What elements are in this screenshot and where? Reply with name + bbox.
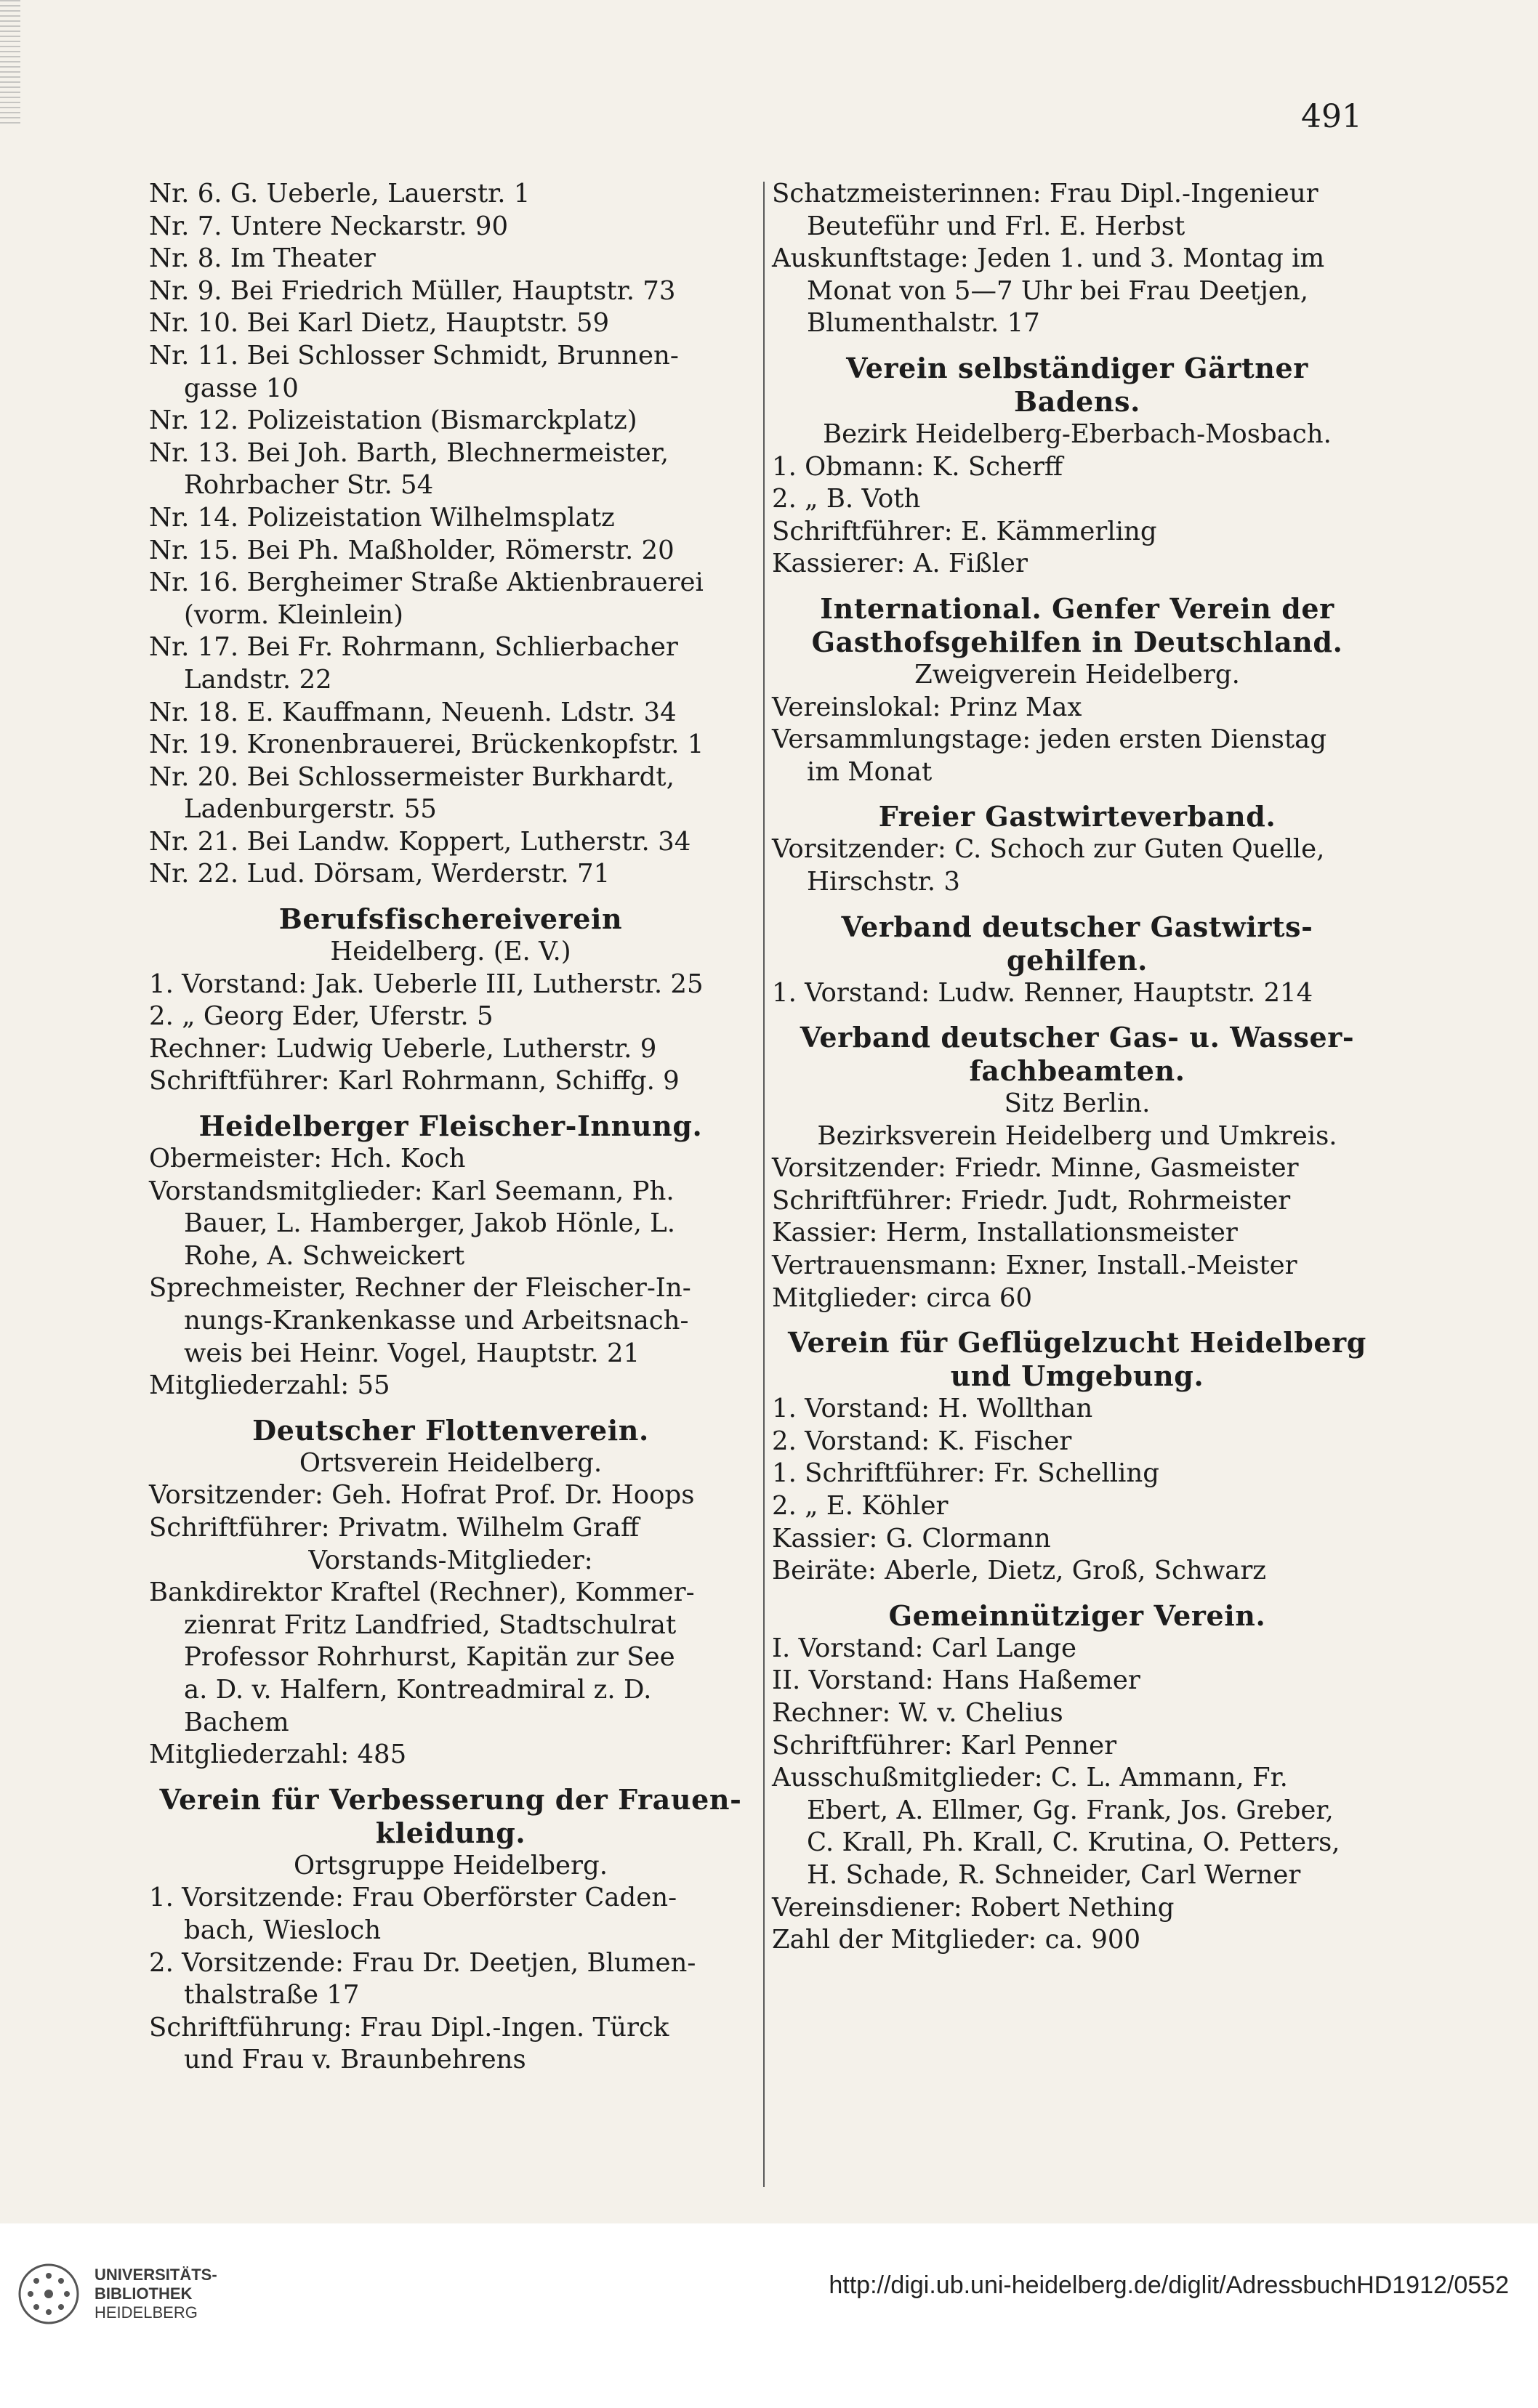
section-heading: gehilfen.	[1006, 943, 1148, 977]
text-line: Rechner: Ludwig Ueberle, Lutherstr. 9	[149, 1033, 657, 1064]
text-line: Vorsitzender: Friedr. Minne, Gasmeister	[772, 1153, 1299, 1184]
section-heading: Verein für Geflügelzucht Heidelberg	[788, 1326, 1366, 1359]
source-url-link[interactable]: http://digi.ub.uni-heidelberg.de/diglit/AdressbuchHD1912/0552	[829, 2271, 1509, 2299]
library-name-line3: HEIDELBERG	[94, 2303, 198, 2322]
text-line-continuation: Hirschstr. 3	[807, 866, 960, 897]
text-line-continuation: Ebert, A. Ellmer, Gg. Frank, Jos. Greber,	[807, 1795, 1334, 1825]
text-line: Beiräte: Aberle, Dietz, Groß, Schwarz	[772, 1556, 1267, 1586]
text-line: 1. Vorstand: Ludw. Renner, Hauptstr. 214	[772, 977, 1313, 1008]
section-subtitle: Bezirk Heidelberg-Eberbach-Mosbach.	[823, 419, 1332, 449]
text-line: Nr. 19. Kronenbrauerei, Brückenkopfstr. 1	[149, 730, 704, 760]
section-subtitle: Zweigverein Heidelberg.	[914, 659, 1240, 690]
text-line: Sprechmeister, Rechner der Fleischer-In-	[149, 1273, 691, 1304]
text-line: Schriftführung: Frau Dipl.-Ingen. Türck	[149, 2012, 669, 2043]
text-line: Nr. 11. Bei Schlosser Schmidt, Brunnen-	[149, 340, 679, 371]
text-line: Auskunftstage: Jeden 1. und 3. Montag im	[772, 243, 1325, 274]
text-line: Schriftführer: Karl Penner	[772, 1730, 1117, 1761]
text-line-continuation: bach, Wiesloch	[184, 1915, 382, 1945]
text-line: Nr. 13. Bei Joh. Barth, Blechnermeister,	[149, 437, 669, 468]
text-line: I. Vorstand: Carl Lange	[772, 1633, 1077, 1663]
page-number: 491	[1301, 98, 1362, 135]
text-line: Vertrauensmann: Exner, Install.-Meister	[772, 1251, 1297, 1281]
text-line: 1. Vorsitzende: Frau Oberförster Caden-	[149, 1883, 677, 1913]
scan-edge-mark	[0, 0, 20, 124]
text-line-continuation: Landstr. 22	[184, 664, 332, 695]
text-line: 1. Obmann: K. Scherff	[772, 451, 1063, 482]
library-name-line2: BIBLIOTHEK	[94, 2284, 193, 2303]
section-heading: Freier Gastwirteverband.	[878, 800, 1276, 833]
text-line: Vereinslokal: Prinz Max	[772, 692, 1082, 722]
section-heading: Gasthofsgehilfen in Deutschland.	[811, 625, 1343, 658]
text-line-continuation: zienrat Fritz Landfried, Stadtschulrat	[184, 1609, 677, 1640]
text-line: Mitglieder: circa 60	[772, 1282, 1033, 1313]
section-subtitle: Heidelberg. (E. V.)	[330, 937, 571, 967]
text-line-continuation: und Frau v. Braunbehrens	[184, 2045, 526, 2075]
section-heading: Gemeinnütziger Verein.	[888, 1599, 1266, 1632]
section-subtitle: Sitz Berlin.	[1004, 1088, 1151, 1119]
text-line-continuation: C. Krall, Ph. Krall, C. Krutina, O. Petters,	[807, 1827, 1340, 1858]
text-line-continuation: Bauer, L. Hamberger, Jakob Hönle, L.	[184, 1208, 676, 1239]
text-line: Nr. 17. Bei Fr. Rohrmann, Schlierbacher	[149, 632, 678, 663]
text-line: 2. „ Georg Eder, Uferstr. 5	[149, 1001, 494, 1032]
text-line: Rechner: W. v. Chelius	[772, 1698, 1063, 1728]
text-line: Nr. 20. Bei Schlossermeister Burkhardt,	[149, 761, 675, 792]
section-heading: International. Genfer Verein der	[820, 591, 1334, 625]
text-line-continuation: im Monat	[807, 756, 933, 787]
text-line-continuation: Monat von 5—7 Uhr bei Frau Deetjen,	[807, 275, 1309, 306]
library-name	[94, 2266, 217, 2322]
text-line-continuation: (vorm. Kleinlein)	[184, 599, 404, 630]
section-heading: kleidung.	[375, 1816, 526, 1849]
text-line-continuation: Rohe, A. Schweickert	[184, 1240, 465, 1271]
text-line: II. Vorstand: Hans Haßemer	[772, 1665, 1140, 1696]
text-line: Nr. 12. Polizeistation (Bismarckplatz)	[149, 405, 637, 436]
text-line: Nr. 14. Polizeistation Wilhelmsplatz	[149, 502, 615, 533]
section-heading: Verein selbständiger Gärtner	[846, 351, 1308, 384]
section-heading: Badens.	[1014, 384, 1140, 418]
text-line-continuation: Blumenthalstr. 17	[807, 308, 1040, 339]
text-line-continuation: nungs-Krankenkasse und Arbeitsnach-	[184, 1306, 689, 1336]
text-line: Nr. 8. Im Theater	[149, 243, 376, 274]
section-heading: Deutscher Flottenverein.	[252, 1413, 649, 1447]
text-line-continuation: a. D. v. Halfern, Kontreadmiral z. D.	[184, 1674, 652, 1705]
text-line: Vorstandsmitglieder: Karl Seemann, Ph.	[149, 1176, 675, 1206]
text-line: Nr. 16. Bergheimer Straße Aktienbrauerei	[149, 567, 704, 598]
text-line: Kassier: Herm, Installationsmeister	[772, 1218, 1238, 1248]
library-logo-icon	[16, 2261, 81, 2327]
text-line-continuation: H. Schade, R. Schneider, Carl Werner	[807, 1859, 1301, 1890]
text-line: 2. „ E. Köhler	[772, 1491, 949, 1522]
text-line-continuation: Rohrbacher Str. 54	[184, 470, 434, 501]
text-line-continuation: Beuteführ und Frl. E. Herbst	[807, 211, 1185, 241]
text-line: 2. Vorstand: K. Fischer	[772, 1426, 1072, 1456]
text-line: Vorsitzender: Geh. Hofrat Prof. Dr. Hoops	[149, 1480, 695, 1511]
column-divider	[763, 182, 765, 2187]
text-line: Mitgliederzahl: 485	[149, 1740, 407, 1770]
text-line: 1. Vorstand: H. Wollthan	[772, 1394, 1093, 1424]
section-subtitle: Vorstands-Mitglieder:	[308, 1545, 593, 1575]
text-line: Schriftführer: Privatm. Wilhelm Graff	[149, 1512, 640, 1543]
text-line: 2. „ B. Voth	[772, 484, 921, 514]
text-line: Obermeister: Hch. Koch	[149, 1144, 466, 1174]
text-line: Nr. 15. Bei Ph. Maßholder, Römerstr. 20	[149, 535, 675, 565]
text-line: 1. Vorstand: Jak. Ueberle III, Lutherstr. 25	[149, 969, 704, 999]
text-line: Kassierer: A. Fißler	[772, 549, 1028, 579]
left-column	[149, 178, 752, 2077]
text-line-continuation: Bachem	[184, 1707, 289, 1737]
text-line-continuation: thalstraße 17	[184, 1980, 360, 2011]
right-column	[772, 178, 1382, 1957]
section-heading: Verband deutscher Gastwirts-	[841, 910, 1313, 943]
text-line: Nr. 7. Untere Neckarstr. 90	[149, 211, 509, 241]
section-subtitle: Ortsgruppe Heidelberg.	[294, 1850, 608, 1880]
section-heading: und Umgebung.	[950, 1359, 1204, 1393]
text-line-continuation: Professor Rohrhurst, Kapitän zur See	[184, 1642, 675, 1673]
text-line: 2. Vorsitzende: Frau Dr. Deetjen, Blumen-	[149, 1947, 696, 1978]
section-subtitle: Bezirksverein Heidelberg und Umkreis.	[817, 1120, 1337, 1151]
text-line: Schriftführer: Karl Rohrmann, Schiffg. 9	[149, 1066, 680, 1096]
text-line: Schriftführer: Friedr. Judt, Rohrmeister	[772, 1185, 1291, 1216]
text-line: Mitgliederzahl: 55	[149, 1370, 390, 1401]
text-line-continuation: Ladenburgerstr. 55	[184, 794, 437, 825]
section-heading: fachbeamten.	[969, 1054, 1185, 1088]
text-line: Nr. 18. E. Kauffmann, Neuenh. Ldstr. 34	[149, 697, 677, 727]
text-line-continuation: gasse 10	[184, 373, 299, 403]
text-line: Versammlungstage: jeden ersten Dienstag	[772, 724, 1327, 755]
text-line: Nr. 21. Bei Landw. Koppert, Lutherstr. 34	[149, 826, 691, 857]
text-line: Schatzmeisterinnen: Frau Dipl.-Ingenieur	[772, 179, 1318, 209]
text-line: Nr. 10. Bei Karl Dietz, Hauptstr. 59	[149, 308, 610, 339]
text-line: Nr. 22. Lud. Dörsam, Werderstr. 71	[149, 859, 611, 889]
text-line-continuation: weis bei Heinr. Vogel, Hauptstr. 21	[184, 1338, 640, 1368]
section-heading: Heidelberger Fleischer-Innung.	[198, 1110, 703, 1143]
text-line: 1. Schriftführer: Fr. Schelling	[772, 1458, 1160, 1489]
text-line: Nr. 9. Bei Friedrich Müller, Hauptstr. 73	[149, 275, 676, 306]
text-line: Bankdirektor Kraftel (Rechner), Kommer-	[149, 1577, 695, 1608]
text-line: Nr. 6. G. Ueberle, Lauerstr. 1	[149, 179, 531, 209]
text-line: Vereinsdiener: Robert Nething	[772, 1892, 1175, 1923]
section-heading: Verband deutscher Gas- u. Wasser-	[800, 1021, 1355, 1054]
text-line: Zahl der Mitglieder: ca. 900	[772, 1925, 1141, 1955]
text-line: Vorsitzender: C. Schoch zur Guten Quelle,	[772, 834, 1325, 865]
footer-bar	[0, 2223, 1538, 2408]
library-name-line1: UNIVERSITÄTS-	[94, 2266, 217, 2284]
text-line: Kassier: G. Clormann	[772, 1523, 1051, 1554]
section-heading: Berufsfischereiverein	[278, 902, 623, 936]
text-line: Ausschußmitglieder: C. L. Ammann, Fr.	[772, 1763, 1288, 1793]
section-heading: Verein für Verbesserung der Frauen-	[159, 1782, 742, 1816]
text-line: Schriftführer: E. Kämmerling	[772, 516, 1157, 546]
section-subtitle: Ortsverein Heidelberg.	[299, 1447, 603, 1478]
